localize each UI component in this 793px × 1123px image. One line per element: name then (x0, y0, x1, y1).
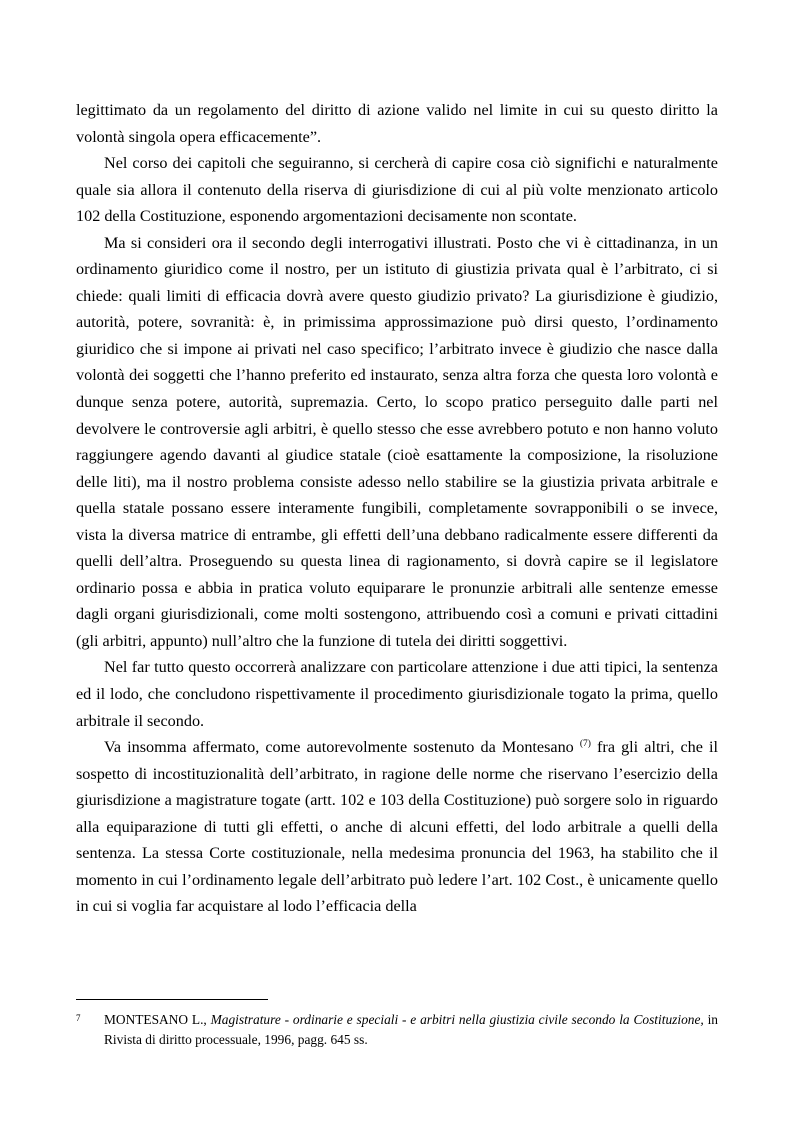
paragraph-with-footnote-reference (76, 734, 718, 920)
footnote-reference: (7) (579, 739, 591, 750)
footnote-source: in Rivista di diritto processuale, 1996, pagg. 645 ss. (104, 1012, 718, 1047)
paragraph: Ma si consideri ora il secondo degli interrogativi illustrati. Posto che vi è cittadinanza, in un ordinamento giuridico come il nostro, per un istituto di giustizia privata qual è l’arbitrato, ci si chiede: quali limiti di efficacia dovrà avere questo giudizio privato? La giurisdizione è giudizio, autorità, potere, sovranità: è, in primissima approssimazione può dirsi questo, l’ordinamento giuridico che si impone ai privati nel caso specifico; l’arbitrato invece è giudizio che nasce dalla volontà dei soggetti che l’hanno preferito ed instaurato, senza altra forza che questa loro volontà e dunque senza potere, autorità, supremazia. Certo, lo scopo pratico perseguito dalle parti nel devolvere le controversie agli arbitri, è quello stesso che esse avrebbero potuto e non hanno voluto raggiungere agendo davanti al giudice statale (cioè esattamente la composizione, la risoluzione delle liti), ma il nostro problema consiste adesso nello stabilire se la giustizia privata arbitrale e quella statale possano essere interamente fungibili, completamente sovrapponibili o se invece, vista la diversa matrice di entrambe, gli effetti dell’una debbano radicalmente essere differenti da quelli dell’altra. Proseguendo su questa linea di ragionamento, si dovrà capire se il legislatore ordinario possa e abbia in pratica voluto equiparare le pronunzie arbitrali alle sentenze emesse dagli organi giurisdizionali, come molti sostengono, attribuendo così a comuni e privati cittadini (gli arbitri, appunto) null’altro che la funzione di tutela dei diritti soggettivi. (76, 233, 718, 650)
paragraph-continuation: legittimato da un regolamento del diritto di azione valido nel limite in cui su questo diritto la volontà singola opera efficacemente”. (76, 101, 718, 146)
footnote (76, 1010, 718, 1050)
footnote-number: 7 (76, 1013, 81, 1023)
footnote-author: MONTESANO L., (104, 1012, 211, 1027)
footnote-text (104, 1010, 718, 1050)
paragraph: Nel corso dei capitoli che seguiranno, si cercherà di capire cosa ciò significhi e naturalmente quale sia allora il contenuto della riserva di giurisdizione di cui al più volte menzionato articolo 102 della Costituzione, esponendo argomentazioni decisamente non scontate. (76, 154, 718, 226)
footnote-title: Magistrature - ordinarie e speciali - e arbitri nella giustizia civile secondo la Costituzione, (210, 1012, 704, 1027)
page-body (76, 97, 718, 920)
footnote-separator (76, 999, 268, 1000)
paragraph-text: fra gli altri, che il sospetto di incostituzionalità dell’arbitrato, in ragione delle norme che riservano l’esercizio della giurisdizione a magistrature togate (artt. 102 e 103 della Costituzione) può sorgere solo in riguardo alla equiparazione di tutti gli effetti, o anche di alcuni effetti, del lodo arbitrale a quelli della sentenza. La stessa Corte costituzionale, nella medesima pronuncia del 1963, ha stabilito che il momento in cui l’ordinamento legale dell’arbitrato può ledere l’art. 102 Cost., è unicamente quello in cui si voglia far acquistare al lodo l’efficacia della (76, 738, 718, 916)
paragraph: Nel far tutto questo occorrerà analizzare con particolare attenzione i due atti tipici, la sentenza ed il lodo, che concludono rispettivamente il procedimento giurisdizionale togato la prima, quello arbitrale il secondo. (76, 658, 718, 730)
paragraph-text: Va insomma affermato, come autorevolmente sostenuto da Montesano (104, 738, 580, 757)
